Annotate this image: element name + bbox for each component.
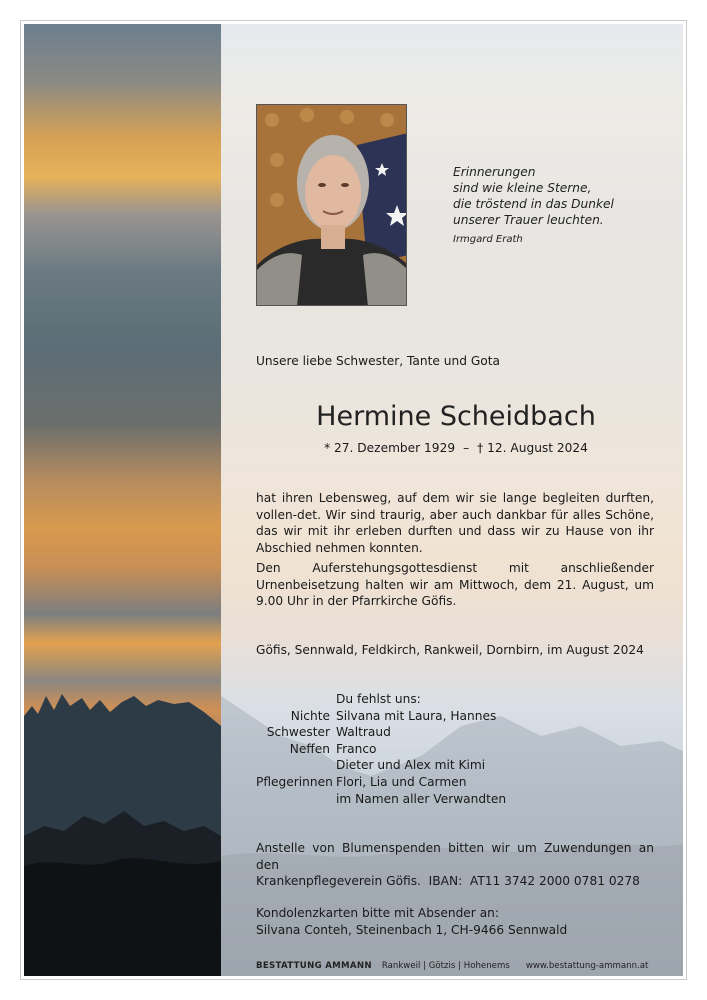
sunset-sky-image xyxy=(24,24,221,976)
condolence-address xyxy=(256,905,567,938)
donation-iban-line: Krankenpflegeverein Göfis. IBAN: AT11 3742 2000 0781 0278 xyxy=(256,874,640,888)
mountain-silhouette xyxy=(24,676,221,976)
mourner-row xyxy=(256,708,506,725)
mourner-role: Schwester xyxy=(266,725,330,740)
funeral-home-website[interactable]: www.bestattung-ammann.at xyxy=(525,961,649,971)
mourner-names: Flori, Lia und Carmen xyxy=(336,774,467,789)
funeral-home-brand: BESTATTUNG AMMANN xyxy=(256,961,372,971)
condolence-address-line: Silvana Conteh, Steinenbach 1, CH-9466 Sennwald xyxy=(256,922,568,937)
deceased-name: Hermine Scheidbach xyxy=(316,401,596,432)
memorial-quote xyxy=(453,164,673,248)
mourner-row xyxy=(256,757,506,774)
birth-date: * 27. Dezember 1929 xyxy=(324,441,456,455)
mourner-role xyxy=(256,791,336,808)
mourner-role: Neffen xyxy=(289,741,330,756)
mourner-row xyxy=(256,741,506,758)
service-paragraph: Den Auferstehungsgottesdienst mit anschließender Urnenbeisetzung halten wir am Mittwoch, dem 21. August, um 9.00 Uhr in der Pfarrkirche Göfis. xyxy=(256,561,654,608)
quote-author: Irmgard Erath xyxy=(453,234,523,245)
footer xyxy=(256,961,648,971)
quote-line: sind wie kleine Sterne, xyxy=(453,181,592,195)
places-and-date: Göfis, Sennwald, Feldkirch, Rankweil, Dornbirn, im August 2024 xyxy=(256,643,644,657)
mourner-row xyxy=(256,724,506,741)
mourner-names: Du fehlst uns: xyxy=(336,692,421,706)
quote-line: unserer Trauer leuchten. xyxy=(453,213,604,227)
mourners-list xyxy=(256,691,506,807)
mourner-names: Waltraud xyxy=(336,725,391,740)
donation-line: Anstelle von Blumenspenden bitten wir um Zuwendungen an den xyxy=(256,841,654,872)
mourner-row xyxy=(256,774,506,791)
portrait-photo xyxy=(256,104,407,306)
announcement-paragraph: hat ihren Lebensweg, auf dem wir sie lange begleiten durften, vollen-det. Wir sind traurig, aber auch dankbar für alles Schöne, das wir mit ihr erleben durften und dass wir zu Hause von ihr Abschied nehmen konnten. xyxy=(256,491,654,555)
mourner-role: Nichte xyxy=(290,708,330,723)
portrait-elderly-woman xyxy=(257,105,407,306)
quote-line: Erinnerungen xyxy=(453,165,536,179)
mourner-names: im Namen aller Verwandten xyxy=(336,791,507,806)
mourner-row xyxy=(256,791,506,808)
announcement-text xyxy=(256,490,654,612)
mourner-role: Pflegerinnen xyxy=(256,774,333,789)
mourner-names: Dieter und Alex mit Kimi xyxy=(336,758,486,773)
mourner-role xyxy=(256,757,336,774)
death-date: † 12. August 2024 xyxy=(477,441,588,455)
mourner-names: Silvana mit Laura, Hannes xyxy=(336,708,497,723)
funeral-home-locations: Rankweil | Götzis | Hohenems xyxy=(381,961,510,971)
mourner-row xyxy=(256,691,506,708)
condolence-line: Kondolenzkarten bitte mit Absender an: xyxy=(256,906,499,920)
quote-line: die tröstend in das Dunkel xyxy=(453,197,614,211)
mourner-names: Franco xyxy=(336,741,377,756)
date-separator: – xyxy=(463,441,470,455)
donation-request xyxy=(256,840,654,890)
intro-line: Unsere liebe Schwester, Tante und Gota xyxy=(256,354,500,368)
life-dates xyxy=(256,441,656,455)
mourner-role xyxy=(256,691,336,708)
